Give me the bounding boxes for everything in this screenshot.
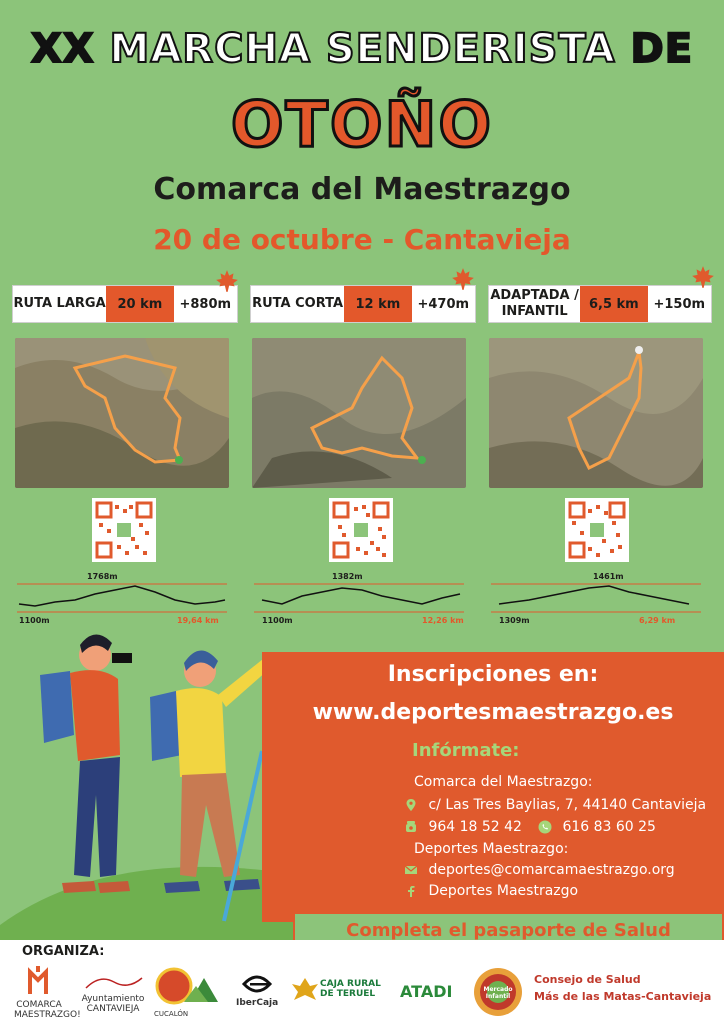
min-altitude: 1309m	[499, 616, 530, 625]
website-link[interactable]: www.deportesmaestrazgo.es	[312, 700, 674, 725]
inscriptions-title: Inscripciones en:	[387, 662, 599, 687]
sponsor-ibercaja: IberCaja	[236, 974, 278, 1008]
caja-rural-logo-icon	[290, 976, 320, 1002]
email-address[interactable]: deportes@comarcamaestrazgo.org	[428, 862, 675, 878]
maple-leaf-icon	[214, 268, 240, 294]
route-header-corta	[250, 285, 476, 323]
qr-code-larga[interactable]	[92, 498, 156, 562]
route-name: ADAPTADA / INFANTIL	[489, 286, 580, 322]
maple-leaf-icon	[690, 264, 716, 290]
end-distance: 6,29 km	[639, 616, 676, 625]
org-comarca: Comarca del Maestrazgo:	[414, 774, 593, 790]
phone-number[interactable]: 964 18 52 42	[428, 819, 522, 835]
min-altitude: 1100m	[262, 616, 293, 625]
elevation-profile-larga	[15, 568, 229, 628]
consejo-salud	[534, 972, 711, 1005]
mail-icon	[404, 863, 418, 877]
qr-code-adaptada[interactable]	[565, 498, 629, 562]
address-line	[404, 797, 706, 813]
facebook-name[interactable]: Deportes Maestrazgo	[428, 883, 579, 899]
email-line	[404, 862, 675, 878]
sponsor-cantavieja: Ayuntamiento CANTAVIEJA	[80, 972, 146, 1014]
elevation-profile-corta	[252, 568, 466, 628]
maple-leaf-icon	[450, 266, 476, 292]
subtitle: Comarca del Maestrazgo	[153, 172, 571, 207]
max-altitude: 1768m	[87, 572, 118, 581]
consejo-line2: Más de las Matas-Cantavieja	[534, 989, 712, 1003]
title-de: DE	[630, 26, 694, 72]
whatsapp-icon	[538, 820, 552, 834]
ibercaja-logo-icon	[236, 974, 278, 994]
location-pin-icon	[404, 798, 418, 812]
whatsapp-line	[538, 819, 656, 835]
route-distance: 20 km	[106, 286, 173, 322]
max-altitude: 1382m	[332, 572, 363, 581]
route-distance: 12 km	[344, 286, 411, 322]
route-name: RUTA LARGA	[13, 286, 106, 322]
end-distance: 12,26 km	[422, 616, 464, 625]
route-header-adaptada	[488, 285, 712, 323]
end-distance: 19,64 km	[177, 616, 219, 625]
title-main: OTOÑO	[230, 88, 494, 161]
qr-code-corta[interactable]	[329, 498, 393, 562]
date-place: 20 de octubre - Cantavieja	[153, 223, 571, 256]
comarca-logo-icon	[14, 966, 64, 996]
route-climb: +470m	[412, 286, 475, 322]
facebook-line	[404, 883, 578, 899]
sponsor-mercado-infantil: Mercado Infantil	[472, 966, 524, 1022]
route-header-larga	[12, 285, 238, 323]
cantavieja-logo-icon	[80, 972, 146, 990]
title-line1: MARCHA SENDERISTA	[109, 26, 616, 72]
consejo-line1: Consejo de Salud	[534, 973, 641, 986]
route-map-corta	[252, 338, 466, 488]
phone-line	[404, 819, 522, 835]
phone-icon	[404, 820, 418, 834]
title-top	[0, 26, 724, 72]
hikers-illustration	[0, 625, 300, 945]
route-climb: +150m	[648, 286, 711, 322]
organiza-label: ORGANIZA:	[22, 944, 105, 959]
elevation-profile-adaptada	[489, 568, 703, 628]
sponsor-caja-rural: CAJA RURAL DE TERUEL	[290, 976, 386, 1002]
address-text: c/ Las Tres Baylias, 7, 44140 Cantavieja	[428, 797, 707, 813]
max-altitude: 1461m	[593, 572, 624, 581]
sponsor-atadi: ATADI	[400, 982, 453, 1001]
route-distance: 6,5 km	[580, 286, 647, 322]
informate-heading: Infórmate:	[412, 740, 520, 761]
sponsor-cucalon: CUCALÓN	[154, 966, 224, 1010]
route-map-adaptada	[489, 338, 703, 488]
edition-number: XX	[30, 26, 95, 72]
facebook-icon	[404, 884, 418, 898]
route-climb: +880m	[174, 286, 237, 322]
min-altitude: 1100m	[19, 616, 50, 625]
route-map-larga	[15, 338, 229, 488]
passport-banner: Completa el pasaporte de Salud	[293, 912, 724, 948]
org-deportes: Deportes Maestrazgo:	[414, 841, 569, 857]
cucalon-logo-icon	[154, 966, 224, 1006]
sponsor-comarca: COMARCA MAESTRAZGO!	[14, 966, 64, 1020]
route-name: RUTA CORTA	[251, 286, 344, 322]
whatsapp-number[interactable]: 616 83 60 25	[562, 819, 656, 835]
